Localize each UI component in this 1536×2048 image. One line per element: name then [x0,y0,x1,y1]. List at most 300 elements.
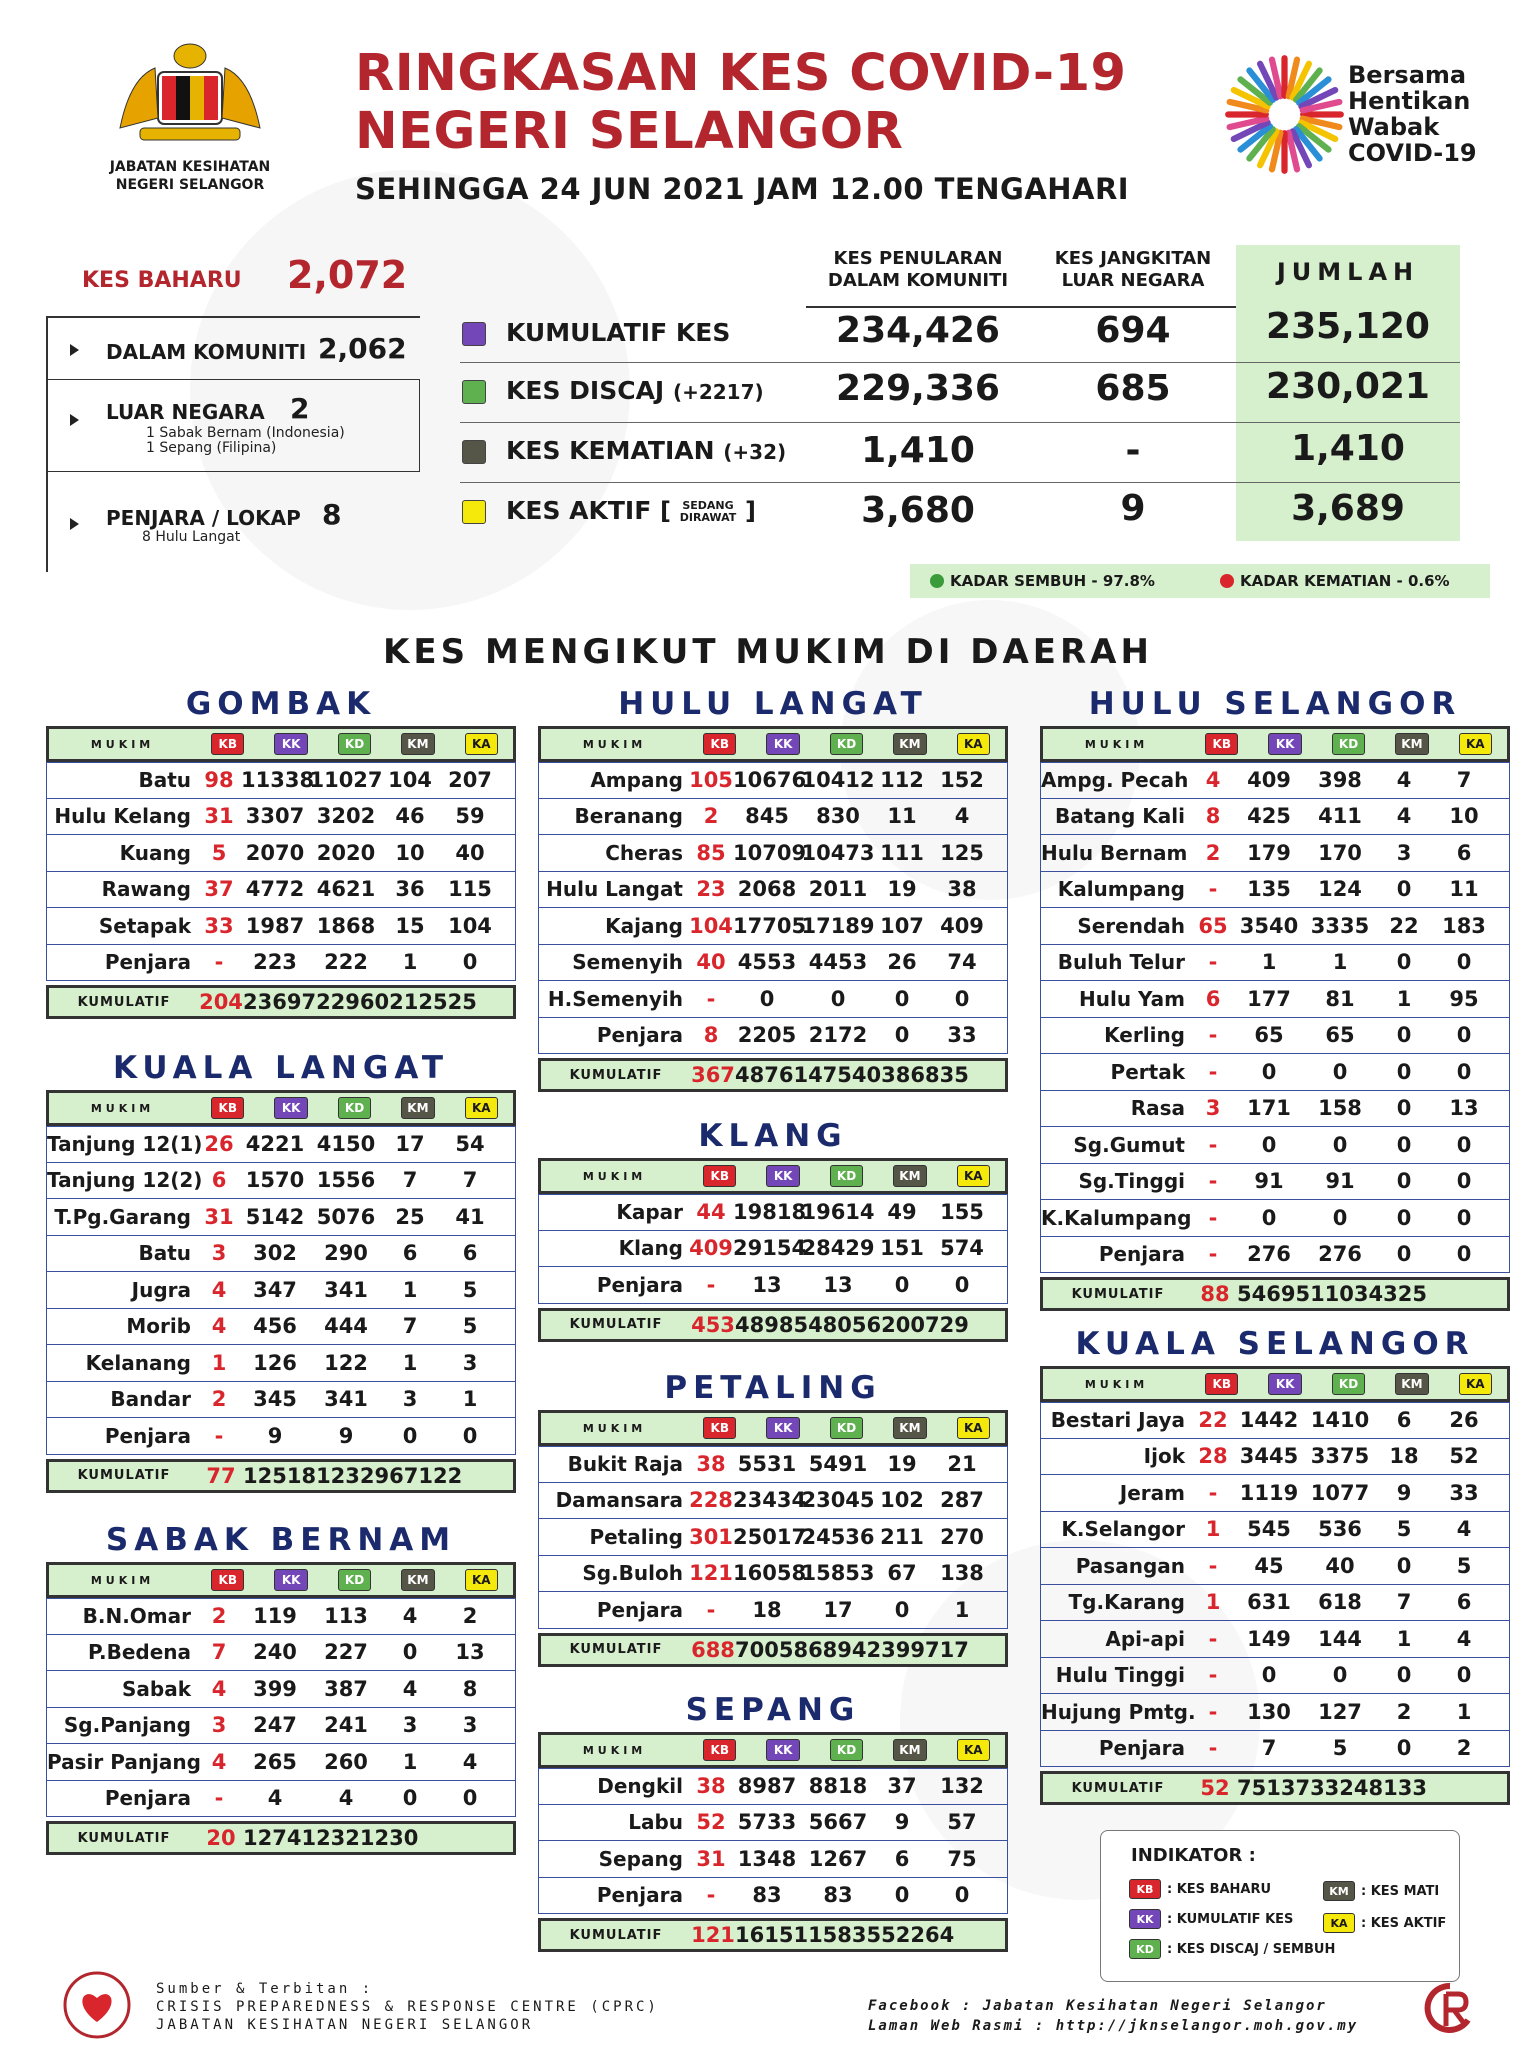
mukim-name: Kalumpang [1057,877,1185,902]
kk-value: 1442 [1239,1408,1299,1433]
legend-kb [1129,1879,1271,1899]
ka-value: 0 [1456,1205,1472,1230]
kk-value: 2068 [737,877,797,902]
km-value: 0 [894,1272,910,1297]
cumulative-row [538,1633,1008,1667]
death-color-swatch [462,440,486,464]
kd-value: 10473 [801,840,875,865]
km-value: 67 [887,1561,917,1586]
mukim-name: T.Pg.Garang [54,1204,191,1229]
cumulative-row [46,1821,516,1855]
kk-value: 545 [1247,1517,1291,1542]
kk-value: 177 [1247,986,1291,1011]
ka-value: 21 [947,1452,977,1477]
community-value: 2,062 [318,332,407,365]
km-badge-icon: KM [1323,1881,1355,1901]
mukim-name: Sg.Tinggi [1078,1169,1185,1194]
ka-value: 0 [1456,1059,1472,1084]
kk-value: 345 [253,1387,297,1412]
community-column-header [806,248,1030,292]
mukim-name: Bandar [110,1387,191,1412]
kb-value: - [706,1597,716,1622]
kd-total: 68942 [808,1637,882,1662]
kd-value: 398 [1318,768,1362,793]
table-row [538,835,1008,872]
mukim-name: Penjara [596,1883,683,1908]
kb-total: 88 [1200,1282,1230,1306]
mukim-name: Sg.Gumut [1073,1132,1185,1157]
ka-badge-icon: KA [1323,1913,1355,1933]
km-value: 49 [887,1200,917,1225]
kk-value: 223 [253,950,297,975]
table-row [1040,835,1510,872]
kd-value: 122 [324,1350,368,1375]
bullet-icon [70,518,79,530]
kb-value: 85 [696,840,726,865]
kk-value: 3307 [245,804,305,829]
kd-value: 411 [1318,804,1362,829]
kb-value: 65 [1198,913,1228,938]
ka-value: 74 [947,950,977,975]
km-value: 102 [880,1488,924,1513]
ka-value: 270 [940,1524,984,1549]
table-row [46,1199,516,1236]
kb-value: - [1208,1663,1218,1688]
kd-badge-icon: KD [338,733,371,755]
kd-value: 5076 [316,1204,376,1229]
kd-value: 241 [324,1713,368,1738]
km-value: 6 [1396,1408,1412,1433]
kb-total: 367 [691,1063,735,1087]
ka-value: 57 [947,1810,977,1835]
mukim-name: Labu [628,1810,683,1835]
mukim-name: Morib [126,1314,191,1339]
kb-value: 31 [204,804,234,829]
kb-value: 1 [211,1350,227,1375]
row-label-text: KES KEMATIAN [506,436,715,465]
kk-value: 16058 [733,1561,807,1586]
table-body [46,762,516,981]
kd-value: 83 [823,1883,853,1908]
legend-title: INDIKATOR : [1131,1845,1256,1866]
mukim-name: Pasir Panjang [47,1749,201,1774]
table-row [1040,1475,1510,1512]
new-cases-value: 2,072 [287,253,408,297]
kd-total: 48056 [808,1312,882,1337]
km-value: 36 [395,877,425,902]
ka-value: 138 [940,1561,984,1586]
ka-value: 10 [1449,804,1479,829]
kk-value: 119 [253,1604,297,1629]
km-value: 37 [887,1774,917,1799]
table-row [46,1272,516,1309]
row-label-extra: (+2217) [672,380,764,404]
km-value: 3 [1396,840,1412,865]
kk-value: 399 [253,1676,297,1701]
table-row [46,1126,516,1163]
kd-value: 13 [823,1272,853,1297]
community-value: 234,426 [836,310,1000,351]
kd-value: 91 [1325,1169,1355,1194]
cumulative-color-swatch [462,322,486,346]
row-label [506,376,764,405]
km-total: 34 [1353,1282,1384,1306]
kd-value: 341 [324,1277,368,1302]
table-body [1040,1402,1510,1767]
mukim-name: Sg.Panjang [63,1713,191,1738]
kk-value: 8987 [737,1774,797,1799]
table-row [1040,1200,1510,1237]
ka-value: 13 [1449,1096,1479,1121]
kk-total: 48761 [735,1063,809,1087]
kk-value: 845 [745,804,789,829]
district-sepang [538,1688,1008,1952]
kb-value: 4 [211,1314,227,1339]
ka-value: 0 [954,986,970,1011]
district-hulu-langat [538,682,1008,1092]
district-klang [538,1114,1008,1342]
kk-value: 149 [1247,1626,1291,1651]
km-badge-icon: KM [893,1739,926,1761]
km-badge-icon: KM [893,1417,926,1439]
km-value: 6 [894,1846,910,1871]
table-row [1040,1054,1510,1091]
kk-badge-icon: KK [766,1165,799,1187]
abroad-label: LUAR NEGARA [106,400,265,424]
km-value: 151 [880,1236,924,1261]
kb-value: 37 [204,877,234,902]
ka-value: 0 [954,1272,970,1297]
kb-value: - [1208,1205,1218,1230]
kk-badge-icon: KK [274,733,307,755]
kk-value: 11338 [241,768,315,793]
mukim-name: Tg.Karang [1068,1590,1185,1615]
km-value: 0 [1396,1205,1412,1230]
mukim-name: B.N.Omar [82,1604,191,1629]
kd-value: 4150 [316,1132,376,1157]
ka-badge-icon: KA [1459,733,1492,755]
legend-text: : KES MATI [1361,1883,1440,1899]
ka-value: 0 [1456,950,1472,975]
color-burst-icon [1222,52,1347,177]
kd-value: 4621 [316,877,376,902]
cumulative-label: KUMULATIF [569,1642,663,1657]
table-body [538,762,1008,1054]
kb-value: 301 [689,1524,733,1549]
kk-badge-icon: KK [1129,1909,1161,1929]
kb-badge-icon: KB [703,1739,736,1761]
kd-value: 170 [1318,840,1362,865]
district-sabak-bernam [46,1518,516,1855]
kb-value: 38 [696,1774,726,1799]
mukim-name: Semenyih [572,950,683,975]
km-value: 9 [1396,1480,1412,1505]
table-row [538,1194,1008,1231]
table-row [46,799,516,836]
kd-value: 8818 [808,1774,868,1799]
kd-value: 3335 [1310,913,1370,938]
km-badge-icon: KM [1395,1373,1428,1395]
kb-total: 121 [691,1923,735,1947]
kd-value: 10412 [801,768,875,793]
kb-value: 6 [1205,986,1221,1011]
district-name: KUALA LANGAT [112,1050,450,1086]
website-link[interactable]: Laman Web Rasmi : http://jknselangor.moh.gov.my [868,2018,1359,2034]
row-divider [460,422,1460,423]
kd-value: 5 [1332,1736,1348,1761]
header-line: KES PENULARAN [833,248,1003,269]
kd-value: 113 [324,1604,368,1629]
kk-value: 4 [267,1786,283,1811]
table-row [46,1236,516,1273]
kk-badge-icon: KK [1268,1373,1301,1395]
ka-value: 52 [1449,1444,1479,1469]
ka-value: 4 [954,804,970,829]
kb-value: 2 [211,1387,227,1412]
prison-value: 8 [322,498,342,531]
table-row [538,1841,1008,1878]
mukim-name: Penjara [104,950,191,975]
kb-value: 4 [211,1749,227,1774]
cumulative-row [1040,1277,1510,1311]
kd-value: 1868 [316,913,376,938]
mukim-name: Bukit Raja [567,1452,683,1477]
mukim-name: Hulu Kelang [54,804,191,829]
kb-badge-icon: KB [1129,1879,1161,1899]
table-row [1040,1164,1510,1201]
kd-value: 3202 [316,804,376,829]
ka-value: 183 [1442,913,1486,938]
mukim-header: MUKIM [90,1573,155,1587]
ka-total: 264 [910,1923,955,1947]
kd-value: 1556 [316,1168,376,1193]
mukim-name: Kelanang [85,1350,191,1375]
table-row [1040,1402,1510,1439]
kb-value: 31 [204,1204,234,1229]
kk-value: 276 [1247,1242,1291,1267]
km-badge-icon: KM [1395,733,1428,755]
source-title: Sumber & Terbitan : [156,1981,374,1997]
ka-value: 33 [947,1023,977,1048]
kb-value: - [214,950,224,975]
kk-value: 7 [1261,1736,1277,1761]
table-row [46,1744,516,1781]
kk-value: 0 [1261,1059,1277,1084]
km-value: 0 [402,1786,418,1811]
kd-value: 444 [324,1314,368,1339]
table-header [538,1732,1008,1768]
mukim-name: Ijok [1143,1444,1185,1469]
kd-value: 19614 [801,1200,875,1225]
kd-total: 15835 [808,1923,882,1947]
kk-value: 0 [1261,1132,1277,1157]
kk-value: 9 [267,1423,283,1448]
km-total: 399 [881,1637,925,1662]
district-name: GOMBAK [185,686,377,722]
table-row [1040,1548,1510,1585]
table-row [46,1163,516,1200]
legend-text: : KES DISCAJ / SEMBUH [1167,1941,1336,1957]
kd-value: 276 [1318,1242,1362,1267]
cumulative-label: KUMULATIF [77,1830,171,1846]
mukim-name: Sabak [121,1676,191,1701]
table-row [46,1418,516,1455]
kb-value: 7 [211,1640,227,1665]
ka-value: 3 [462,1350,478,1375]
kb-value: - [706,1272,716,1297]
kd-value: 17 [823,1597,853,1622]
cumulative-row [538,1058,1008,1092]
kk-value: 425 [1247,804,1291,829]
ka-value: 6 [1456,840,1472,865]
km-value: 15 [395,913,425,938]
km-badge-icon: KM [401,733,434,755]
kk-value: 247 [253,1713,297,1738]
mukim-name: Hulu Tinggi [1055,1663,1185,1688]
green-dot-icon [930,574,944,588]
mukim-name: Penjara [596,1023,683,1048]
kb-value: - [1208,950,1218,975]
ka-value: 8 [462,1676,478,1701]
table-header [1040,726,1510,762]
kb-value: 3 [211,1713,227,1738]
km-value: 1 [402,1350,418,1375]
table-body [538,1446,1008,1629]
district-kuala-langat [46,1046,516,1493]
mukim-name: Petaling [589,1524,683,1549]
km-value: 0 [1396,1132,1412,1157]
km-value: 7 [1396,1590,1412,1615]
total-value: 1,410 [1291,428,1405,469]
abroad-value: 2 [290,392,310,425]
ka-value: 5 [462,1277,478,1302]
kk-value: 265 [253,1749,297,1774]
ka-value: 0 [462,950,478,975]
table-row [46,835,516,872]
km-value: 19 [887,877,917,902]
facebook-link[interactable]: Facebook : Jabatan Kesihatan Negeri Selangor [868,1998,1327,2014]
kb-value: 228 [689,1488,733,1513]
mukim-name: Penjara [104,1786,191,1811]
km-value: 0 [894,986,910,1011]
kb-value: 2 [1205,840,1221,865]
recovery-rate-text: KADAR SEMBUH - 97.8% [950,572,1155,590]
kk-value: 1119 [1239,1480,1299,1505]
kk-value: 10676 [733,768,807,793]
kd-value: 2172 [808,1023,868,1048]
prison-detail: 8 Hulu Langat [142,529,241,545]
km-value: 46 [395,804,425,829]
ka-badge-icon: KA [957,1417,990,1439]
km-value: 7 [402,1168,418,1193]
district-name: SEPANG [685,1692,861,1728]
kb-value: 4 [211,1277,227,1302]
kd-badge-icon: KD [830,733,863,755]
kk-value: 29154 [733,1236,807,1261]
kk-value: 1987 [245,913,305,938]
cumulative-label: KUMULATIF [77,994,171,1010]
legend-box [1100,1830,1460,1982]
km-value: 7 [402,1314,418,1339]
kd-value: 0 [1332,1059,1348,1084]
km-total: 386 [881,1063,925,1087]
ka-value: 0 [462,1786,478,1811]
kb-value: - [214,1423,224,1448]
table-header [538,726,1008,762]
kb-value: - [1208,1699,1218,1724]
kb-total: 453 [691,1312,735,1337]
kb-value: - [1208,1626,1218,1651]
mukim-name: P.Bedena [87,1640,191,1665]
ka-value: 0 [1456,1169,1472,1194]
table-row [538,1446,1008,1483]
kb-value: 6 [211,1168,227,1193]
ka-value: 152 [940,768,984,793]
ka-value: 40 [455,840,485,865]
ka-total: 835 [924,1063,969,1087]
community-box [46,316,420,380]
kk-value: 240 [253,1640,297,1665]
table-header [538,1410,1008,1446]
km-value: 26 [887,950,917,975]
ka-badge-icon: KA [465,1569,498,1591]
mukim-name: Hulu Yam [1078,986,1185,1011]
bullet-icon [70,414,79,426]
kd-total: 47540 [808,1063,882,1087]
table-row [1040,945,1510,982]
kk-value: 1570 [245,1168,305,1193]
kd-badge-icon: KD [830,1739,863,1761]
km-value: 3 [402,1713,418,1738]
kk-value: 0 [1261,1205,1277,1230]
ka-value: 287 [940,1488,984,1513]
mukim-name: Batu [138,768,191,793]
kd-value: 23045 [801,1488,875,1513]
community-value: 3,680 [861,490,975,531]
table-row [538,1231,1008,1268]
kd-value: 28429 [801,1236,875,1261]
section-title: KES MENGIKUT MUKIM DI DAERAH [383,632,1153,672]
kd-total: 1232 [301,1826,360,1850]
qualifier-line: DIRAWAT [679,511,737,524]
kd-value: 2020 [316,840,376,865]
kk-value: 10709 [733,840,807,865]
kk-value: 13 [752,1272,782,1297]
table-row [46,1708,516,1745]
kd-value: 158 [1318,1096,1362,1121]
cumulative-label: KUMULATIF [1071,1780,1165,1796]
mukim-header: MUKIM [1084,737,1149,751]
cumulative-label: KUMULATIF [569,1067,663,1083]
ka-value: 4 [462,1749,478,1774]
mukim-header: MUKIM [1084,1377,1149,1391]
table-row [538,1519,1008,1556]
kb-badge-icon: KB [1205,733,1238,755]
mukim-name: Penjara [1098,1242,1185,1267]
kk-total: 70058 [735,1637,809,1662]
mukim-name: Pertak [1110,1059,1185,1084]
table-body [538,1194,1008,1304]
kb-total: 688 [691,1637,735,1662]
kk-badge-icon: KK [274,1569,307,1591]
death-rate [1220,572,1450,590]
ka-value: 207 [448,768,492,793]
km-total: 48 [1353,1776,1384,1800]
kb-value: 3 [1205,1096,1221,1121]
abroad-detail: 1 Sepang (Filipina) [146,440,277,456]
campaign-tagline [1348,62,1477,166]
table-row [46,908,516,945]
